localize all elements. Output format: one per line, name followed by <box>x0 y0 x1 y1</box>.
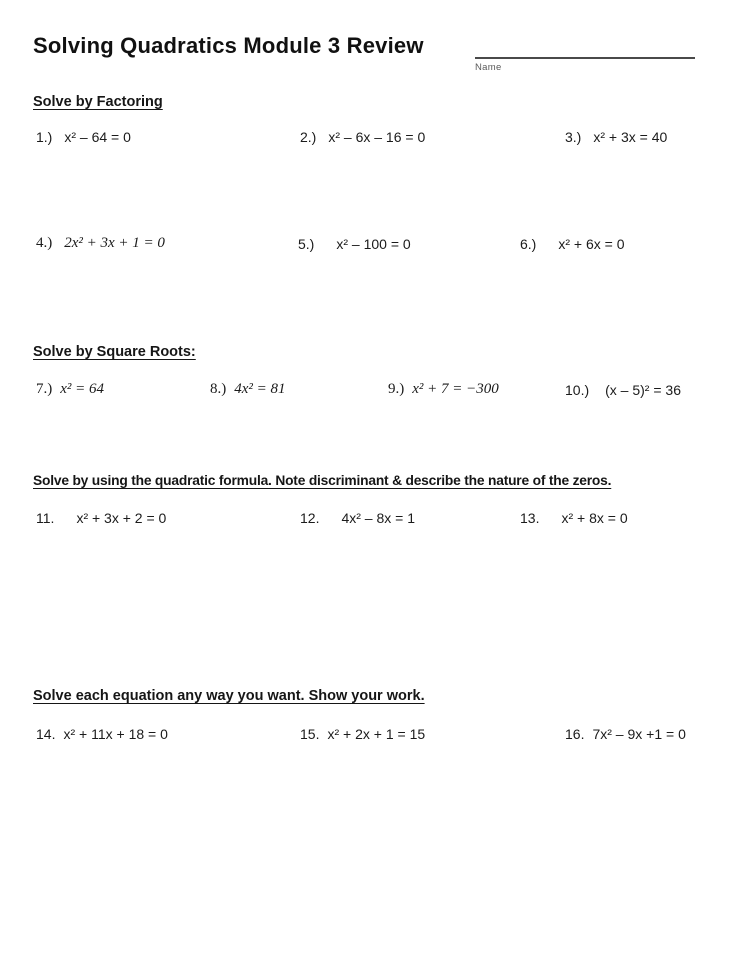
problem-number: 15. <box>300 726 320 742</box>
name-label: Name <box>475 62 502 73</box>
problem-equation: (x – 5)² = 36 <box>605 382 681 398</box>
section-heading-square-roots: Solve by Square Roots: <box>33 344 196 360</box>
problem-8 <box>210 381 286 398</box>
problem-number: 13. <box>520 510 540 526</box>
problem-7 <box>36 381 104 398</box>
problem-9 <box>388 381 499 398</box>
problem-number: 3.) <box>565 129 582 145</box>
problem-4 <box>36 235 165 252</box>
problem-number: 6.) <box>520 236 537 252</box>
problem-number: 1.) <box>36 129 53 145</box>
section-heading-any-way: Solve each equation any way you want. Show your work. <box>33 688 425 704</box>
problem-number: 11. <box>36 510 55 526</box>
problem-equation: 4x² – 8x = 1 <box>341 510 416 526</box>
problem-number: 9.) <box>388 381 405 397</box>
problem-1 <box>36 129 131 145</box>
problem-3 <box>565 129 667 145</box>
problem-equation: 2x² + 3x + 1 = 0 <box>64 235 165 251</box>
section-heading-quadratic-formula: Solve by using the quadratic formula. Note discriminant & describe the nature of the zeros. <box>33 473 612 488</box>
problem-equation: x² + 3x + 2 = 0 <box>76 510 167 526</box>
problem-equation: x² = 64 <box>60 381 105 397</box>
problem-number: 8.) <box>210 381 227 397</box>
problem-14 <box>36 726 168 742</box>
problem-equation: x² + 3x = 40 <box>593 129 668 145</box>
problem-13 <box>520 510 628 526</box>
problem-12 <box>300 510 415 526</box>
problem-equation: x² + 7 = −300 <box>412 381 499 397</box>
problem-equation: x² – 64 = 0 <box>64 129 131 145</box>
problem-6 <box>520 236 625 252</box>
problem-number: 5.) <box>298 236 315 252</box>
problem-equation: x² + 11x + 18 = 0 <box>63 726 168 742</box>
problem-equation: x² + 2x + 1 = 15 <box>327 726 426 742</box>
page-title: Solving Quadratics Module 3 Review <box>33 33 424 58</box>
problem-equation: x² + 8x = 0 <box>561 510 628 526</box>
problem-10 <box>565 382 681 398</box>
problem-2 <box>300 129 425 145</box>
problem-equation: x² – 100 = 0 <box>336 236 411 252</box>
name-field <box>475 57 695 73</box>
problem-11 <box>36 510 166 526</box>
problem-number: 2.) <box>300 129 317 145</box>
problem-number: 7.) <box>36 381 53 397</box>
problem-number: 4.) <box>36 235 53 251</box>
problem-5 <box>298 236 411 252</box>
problem-number: 16. <box>565 726 585 742</box>
problem-16 <box>565 726 686 742</box>
problem-15 <box>300 726 425 742</box>
problem-equation: 4x² = 81 <box>234 381 286 397</box>
problem-equation: x² + 6x = 0 <box>558 236 625 252</box>
problem-number: 10.) <box>565 382 590 398</box>
problem-equation: x² – 6x – 16 = 0 <box>328 129 426 145</box>
problem-equation: 7x² – 9x +1 = 0 <box>592 726 686 742</box>
problem-number: 12. <box>300 510 320 526</box>
section-heading-factoring: Solve by Factoring <box>33 94 163 110</box>
problem-number: 14. <box>36 726 56 742</box>
